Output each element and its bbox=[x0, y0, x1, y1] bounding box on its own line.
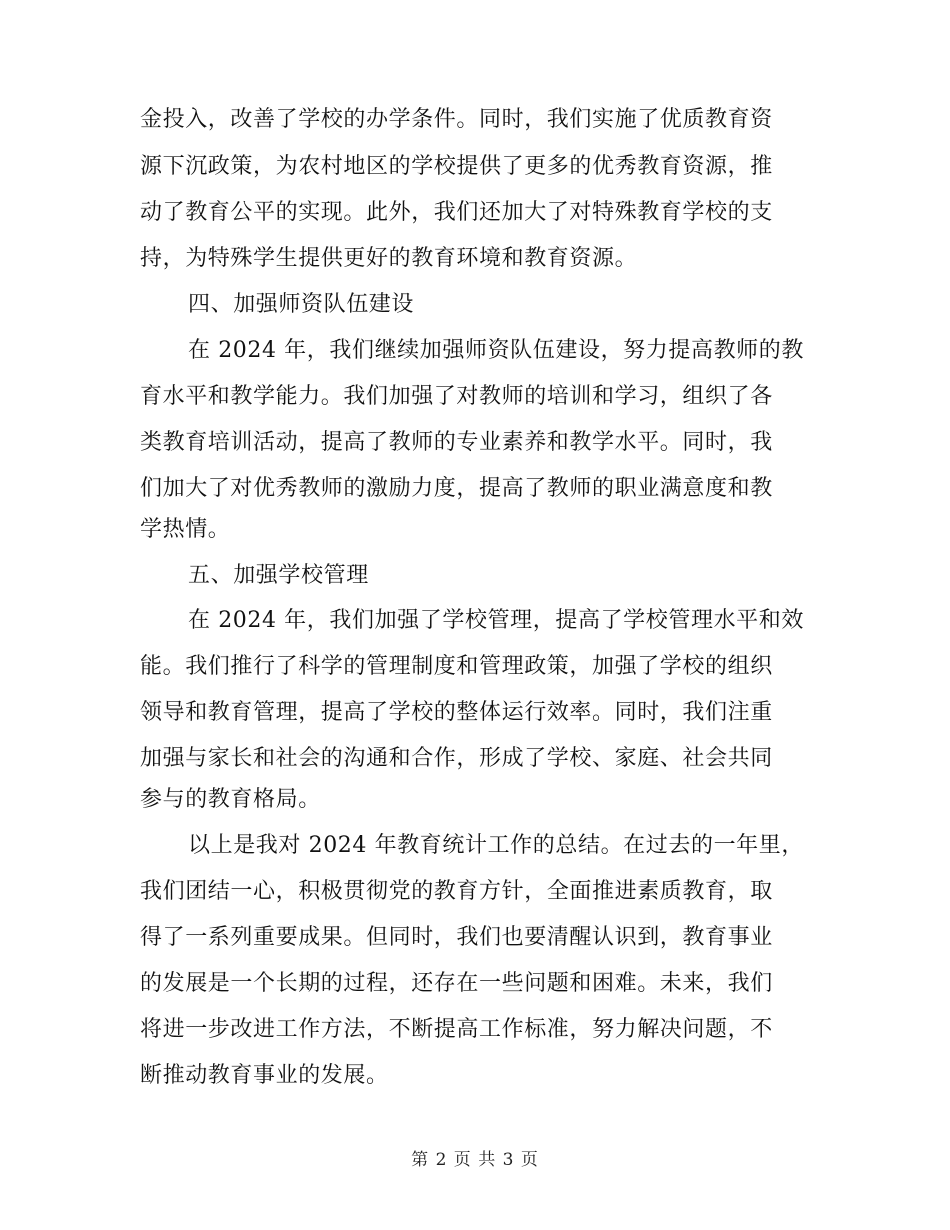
text-line: 得了一系列重要成果。但同时，我们也要清醒认识到，教育事业 bbox=[140, 925, 773, 950]
text-line: 加强与家长和社会的沟通和合作，形成了学校、家庭、社会共同 bbox=[140, 746, 773, 771]
text-line: 育水平和教学能力。我们加强了对教师的培训和学习，组织了各 bbox=[140, 384, 773, 409]
text-line: 将进一步改进工作方法，不断提高工作标准，努力解决问题，不 bbox=[140, 1017, 773, 1042]
text-line: 持，为特殊学生提供更好的教育环境和教育资源。 bbox=[140, 246, 638, 271]
text-line: 学热情。 bbox=[140, 517, 231, 542]
text-line: 断推动教育事业的发展。 bbox=[140, 1063, 389, 1088]
text-line: 能。我们推行了科学的管理制度和管理政策，加强了学校的组织 bbox=[140, 654, 773, 679]
page-number-footer: 第 2 页 共 3 页 bbox=[411, 1150, 539, 1170]
text-line: 动了教育公平的实现。此外，我们还加大了对特殊教育学校的支 bbox=[140, 200, 773, 225]
text-line: 在 2024 年，我们加强了学校管理，提高了学校管理水平和效 bbox=[188, 608, 804, 633]
text-line: 们加大了对优秀教师的激励力度，提高了教师的职业满意度和教 bbox=[140, 476, 773, 501]
section-heading: 五、加强学校管理 bbox=[188, 563, 369, 588]
text-line: 参与的教育格局。 bbox=[140, 787, 321, 812]
text-line: 源下沉政策，为农村地区的学校提供了更多的优秀教育资源，推 bbox=[140, 154, 773, 179]
text-line: 我们团结一心，积极贯彻党的教育方针，全面推进素质教育，取 bbox=[140, 879, 773, 904]
text-line: 以上是我对 2024 年教育统计工作的总结。在过去的一年里， bbox=[188, 833, 804, 858]
section-heading: 四、加强师资队伍建设 bbox=[188, 292, 415, 317]
text-line: 金投入，改善了学校的办学条件。同时，我们实施了优质教育资 bbox=[140, 107, 773, 132]
text-line: 在 2024 年，我们继续加强师资队伍建设，努力提高教师的教 bbox=[188, 338, 804, 363]
text-line: 的发展是一个长期的过程，还存在一些问题和困难。未来，我们 bbox=[140, 971, 773, 996]
text-line: 类教育培训活动，提高了教师的专业素养和教学水平。同时，我 bbox=[140, 430, 773, 455]
text-line: 领导和教育管理，提高了学校的整体运行效率。同时，我们注重 bbox=[140, 700, 773, 725]
